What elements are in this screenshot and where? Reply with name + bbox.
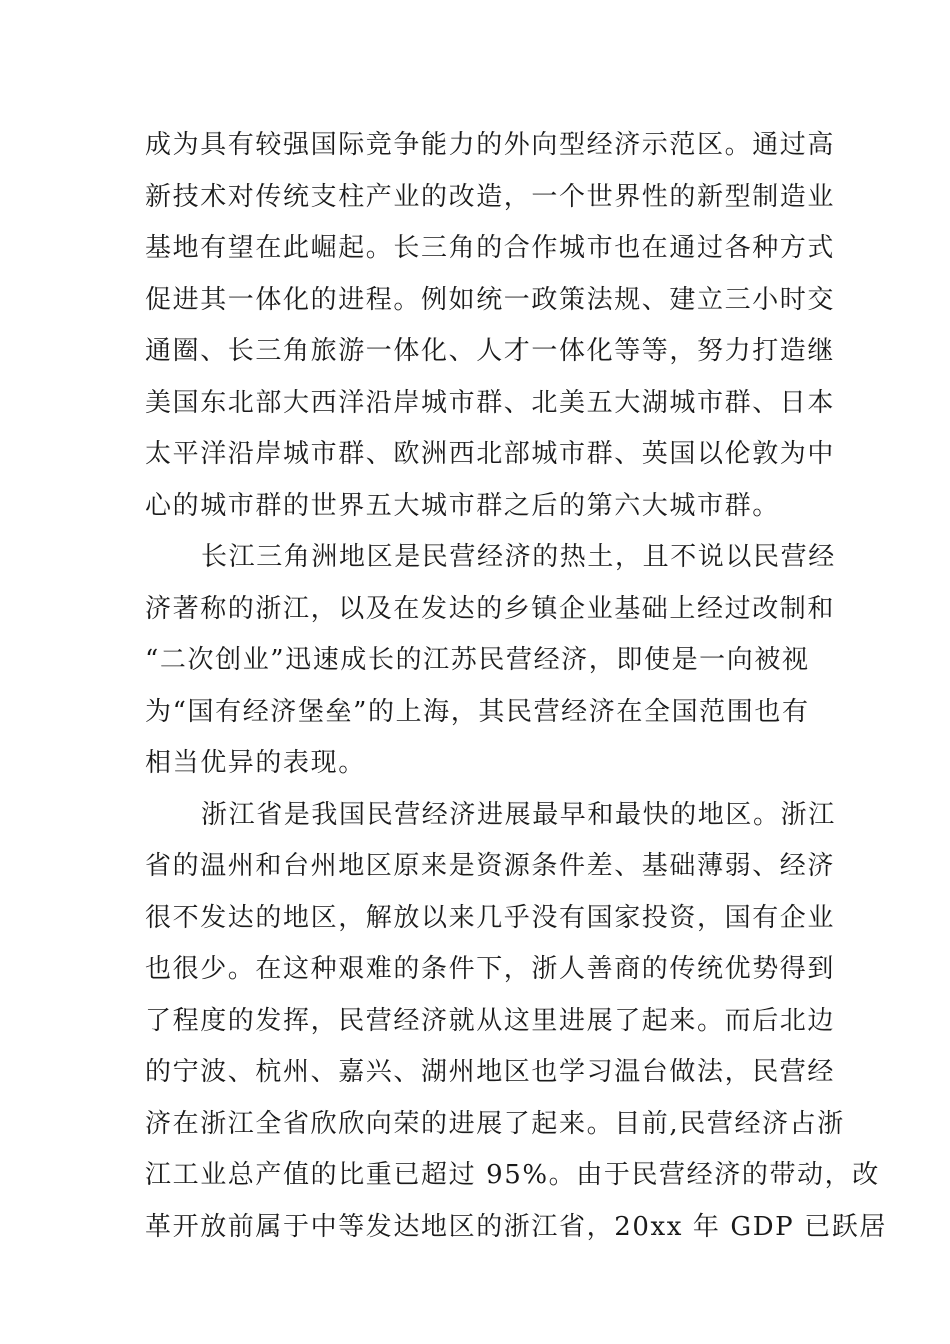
- text-line: 美国东北部大西洋沿岸城市群、北美五大湖城市群、日本: [145, 387, 836, 418]
- document-body: [145, 120, 887, 1253]
- text-line: 济在浙江全省欣欣向荣的进展了起来。目前,民营经济占浙: [145, 1108, 845, 1139]
- text-line: 也很少。在这种艰难的条件下，浙人善商的传统优势得到: [145, 954, 836, 984]
- text-line: 的宁波、杭州、嘉兴、湖州地区也学习温台做法，民营经: [145, 1057, 836, 1087]
- text-line: 江工业总产值的比重已超过 95%。由于民营经济的带动，改: [145, 1160, 880, 1190]
- text-line: “二次创业”迅速成长的江苏民营经济，即使是一向被视: [145, 645, 810, 675]
- paragraph-2: [145, 532, 836, 790]
- text-line: 太平洋沿岸城市群、欧洲西北部城市群、英国以伦敦为中: [145, 439, 836, 469]
- text-line: 浙江省是我国民营经济进展最早和最快的地区。浙江: [201, 799, 836, 830]
- text-line: 基地有望在此崛起。长三角的合作城市也在通过各种方式: [145, 233, 836, 263]
- text-line: 新技术对传统支柱产业的改造，一个世界性的新型制造业: [145, 181, 836, 212]
- paragraph-3: [145, 790, 887, 1254]
- text-line: 心的城市群的世界五大城市群之后的第六大城市群。: [145, 490, 780, 521]
- text-line: 为“国有经济堡垒”的上海，其民营经济在全国范围也有: [145, 696, 810, 727]
- text-line: 促进其一体化的进程。例如统一政策法规、建立三小时交: [145, 284, 836, 315]
- text-line: 很不发达的地区，解放以来几乎没有国家投资，国有企业: [145, 902, 836, 933]
- text-line: 成为具有较强国际竞争能力的外向型经济示范区。通过高: [145, 130, 836, 160]
- paragraph-1: [145, 120, 836, 532]
- text-line: 革开放前属于中等发达地区的浙江省，20xx 年 GDP 已跃居: [145, 1211, 887, 1242]
- text-line: 济著称的浙江，以及在发达的乡镇企业基础上经过改制和: [145, 593, 836, 624]
- text-line: 省的温州和台州地区原来是资源条件差、基础薄弱、经济: [145, 851, 836, 881]
- text-line: 了程度的发挥，民营经济就从这里进展了起来。而后北边: [145, 1005, 836, 1036]
- text-line: 长江三角洲地区是民营经济的热土，且不说以民营经: [201, 542, 836, 572]
- text-line: 通圈、长三角旅游一体化、人才一体化等等，努力打造继: [145, 336, 836, 366]
- text-line: 相当优异的表现。: [145, 748, 366, 778]
